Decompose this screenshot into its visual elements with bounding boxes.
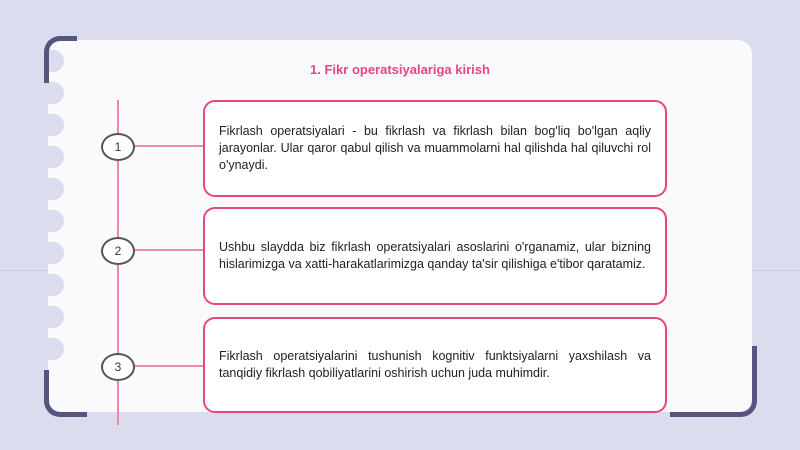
info-card-2 <box>203 207 667 305</box>
binder-hole <box>30 82 64 104</box>
info-card-text: Fikrlash operatsiyalarini tushunish kognitiv funktsiyalarni yaxshilash va tanqidiy fikrlash qobiliyatlarini oshirish uchun juda muhimdir. <box>219 349 651 380</box>
binder-hole <box>30 114 64 136</box>
binder-hole <box>30 242 64 264</box>
info-card-1 <box>203 100 667 197</box>
info-card-3 <box>203 317 667 413</box>
timeline-node-1: 1 <box>101 133 135 161</box>
frame-corner-bottom-right <box>670 346 757 417</box>
timeline-node-2: 2 <box>101 237 135 265</box>
binder-holes <box>30 50 66 410</box>
timeline-node-3: 3 <box>101 353 135 381</box>
slide-title: 1. Fikr operatsiyalariga kirish <box>310 62 490 77</box>
info-card-text: Ushbu slaydda biz fikrlash operatsiyalari asoslarini o'rganamiz, ular bizning hislarimizga va xatti-harakatlarimizga qanday ta'sir qilishiga e'tibor qaratamiz. <box>219 240 651 271</box>
binder-hole <box>30 210 64 232</box>
binder-hole <box>30 274 64 296</box>
binder-hole <box>30 178 64 200</box>
binder-hole <box>30 338 64 360</box>
binder-hole <box>30 306 64 328</box>
timeline-connector-2 <box>135 249 203 251</box>
timeline-connector-3 <box>135 365 203 367</box>
info-card-text: Fikrlash operatsiyalari - bu fikrlash va fikrlash bilan bog'liq bo'lgan aqliy jarayonlar. Ular qaror qabul qilish va muammolarni hal qilishda hal qiluvchi rol o'ynaydi. <box>219 124 651 172</box>
timeline-connector-1 <box>135 145 203 147</box>
binder-hole <box>30 146 64 168</box>
frame-corner-bottom-left <box>44 370 87 417</box>
